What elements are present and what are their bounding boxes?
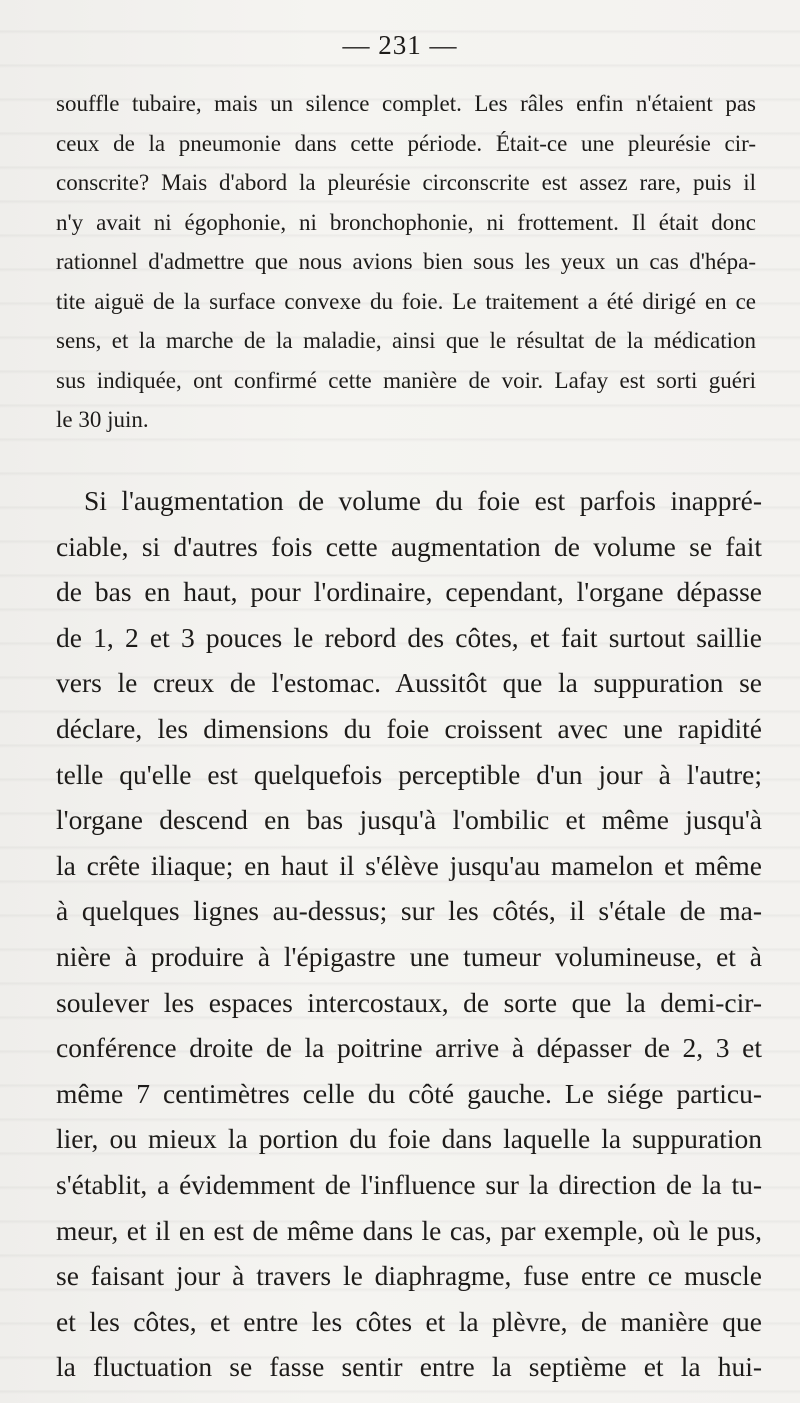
text-line: rationnel d'admettre que nous avions bien sous les yeux un cas d'hépa- — [56, 249, 756, 274]
text-line: conférence droite de la poitrine arrive à dépasser de 2, 3 et — [56, 1032, 762, 1064]
text-line: sus indiquée, ont confirmé cette manière de voir. Lafay est sorti guéri — [56, 367, 756, 393]
text-line: ciable, si d'autres fois cette augmentation de volume se fait — [56, 530, 762, 562]
text-line: l'organe descend en bas jusqu'à l'ombilic et même jusqu'à — [56, 804, 762, 836]
text-line: se faisant jour à travers le diaphragme, fuse entre ce muscle — [56, 1260, 762, 1292]
text-line: de bas en haut, pour l'ordinaire, cependant, l'organe dépasse — [56, 576, 762, 608]
text-line: de 1, 2 et 3 pouces le rebord des côtes, et fait surtout saillie — [56, 621, 762, 653]
text-line: soulever les espaces intercostaux, de sorte que la demi-cir- — [56, 986, 762, 1018]
text-line: s'établit, a évidemment de l'influence sur la direction de la tu- — [56, 1168, 762, 1200]
text-line: et les côtes, et entre les côtes et la plèvre, de manière que — [56, 1305, 762, 1337]
text-line: à quelques lignes au-dessus; sur les côtés, il s'étale de ma- — [56, 895, 762, 927]
text-line: vers le creux de l'estomac. Aussitôt que la suppuration se — [56, 667, 762, 699]
text-line: la fluctuation se fasse sentir entre la septième et la hui- — [56, 1351, 762, 1383]
text-line: meur, et il en est de même dans le cas, par exemple, où le pus, — [56, 1214, 762, 1246]
text-line: la crête iliaque; en haut il s'élève jusqu'au mamelon et même — [56, 849, 762, 881]
text-line: souffle tubaire, mais un silence complet. Les râles enfin n'étaient pas — [56, 91, 756, 116]
text-line: conscrite? Mais d'abord la pleurésie circonscrite est assez rare, puis il — [56, 170, 756, 195]
text-line: n'y avait ni égophonie, ni bronchophonie, ni frottement. Il était donc — [56, 209, 756, 235]
text-line: sens, et la marche de la maladie, ainsi que le résultat de la médication — [56, 328, 756, 353]
text-line: déclare, les dimensions du foie croissent avec une rapidité — [56, 712, 762, 744]
text-line: Si l'augmentation de volume du foie est parfois inappré- — [84, 485, 762, 516]
case-report-paragraph — [56, 84, 756, 440]
main-paragraph — [56, 478, 762, 1390]
page-number: — 231 — — [342, 30, 458, 60]
text-line: telle qu'elle est quelquefois perceptible d'un jour à l'autre; — [56, 758, 762, 790]
text-line: ceux de la pneumonie dans cette période. Était-ce une pleurésie cir- — [56, 130, 756, 156]
text-line: même 7 centimètres celle du côté gauche. Le siége particu- — [56, 1077, 762, 1109]
text-line: tite aiguë de la surface convexe du foie. Le traitement a été dirigé en ce — [56, 288, 756, 314]
text-line: lier, ou mieux la portion du foie dans laquelle la suppuration — [56, 1123, 762, 1155]
text-line: nière à produire à l'épigastre une tumeur volumineuse, et à — [56, 940, 762, 972]
text-line: le 30 juin. — [56, 407, 149, 432]
